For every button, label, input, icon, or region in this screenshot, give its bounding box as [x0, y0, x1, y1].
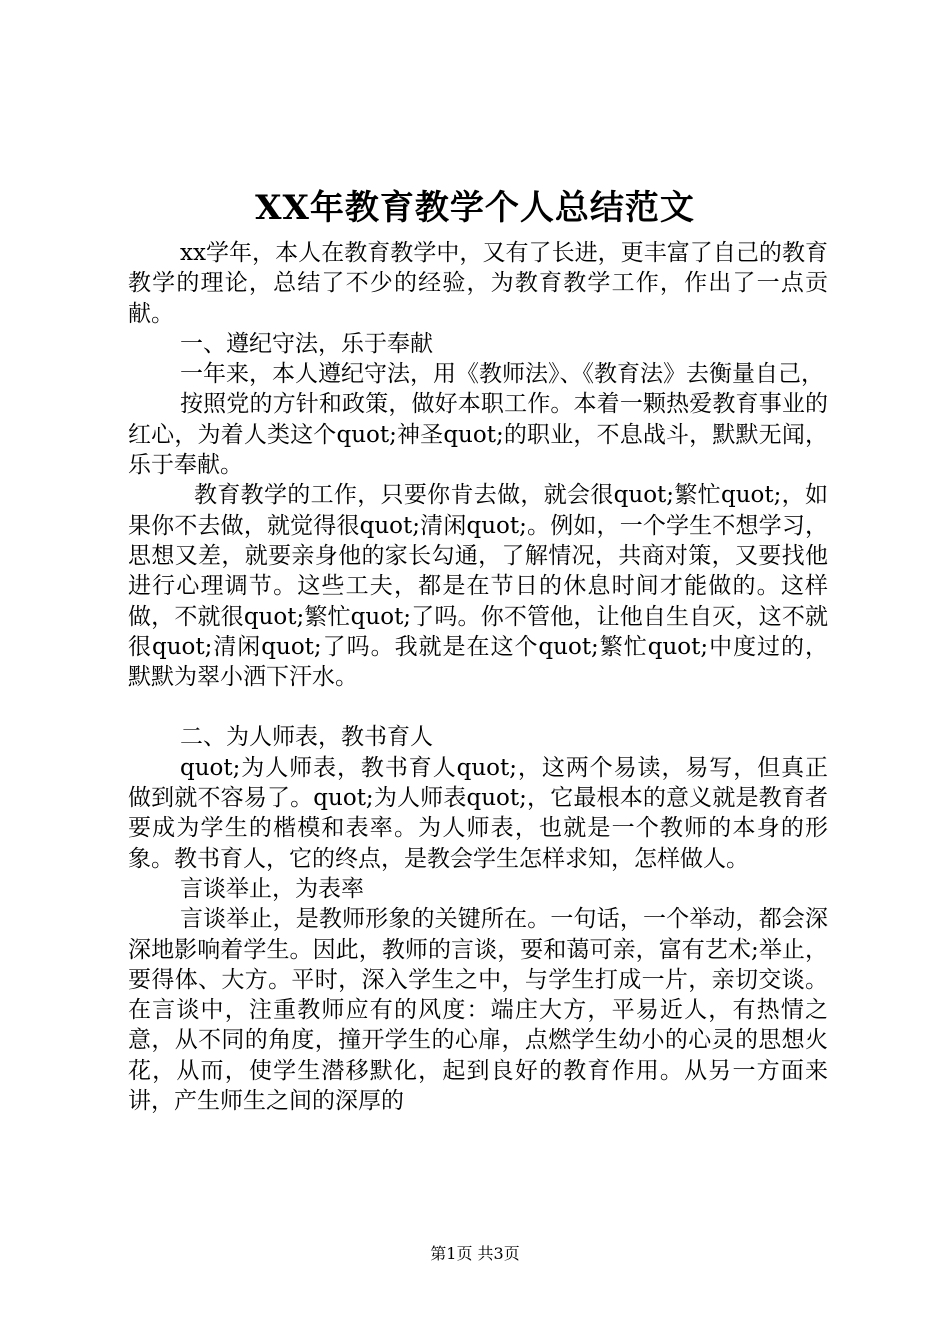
paragraph-intro: xx学年，本人在教育教学中，又有了长进，更丰富了自己的教育教学的理论，总结了不少的经验，为教育教学工作，作出了一点贡献。 [128, 240, 828, 327]
document-body [128, 238, 828, 1116]
paragraph-law: 一年来，本人遵纪守法，用《教师法》、《教育法》去衡量自己， [180, 361, 824, 388]
document-title: XX年教育教学个人总结范文 [255, 188, 695, 228]
paragraph-conduct: 言谈举止，是教师形象的关键所在。一句话，一个举动，都会深深地影响着学生。因此，教师的言谈，要和蔼可亲，富有艺术;举止，要得体、大方。平时，深入学生之中，与学生打成一片，亲切交谈。在言谈中，注重教师应有的风度：端庄大方，平易近人，有热情之意，从不同的角度，撞开学生的心扉，点燃学生幼小的心灵的思想火花，从而，使学生潜移默化，起到良好的教育作用。从另一方面来讲，产生师生之间的深厚的 [128, 906, 828, 1115]
section-heading-2: 二、为人师表，教书育人 [180, 724, 433, 751]
paragraph-policy: 按照党的方针和政策，做好本职工作。本着一颗热爱教育事业的红心，为着人类这个quot;神圣quot;的职业，不息战斗，默默无闻，乐于奉献。 [128, 391, 828, 479]
paragraph-spacer [128, 692, 828, 722]
paragraph-role-model: quot;为人师表，教书育人quot;，这两个易读，易写，但真正做到就不容易了。quot;为人师表quot;，它最根本的意义就是教育者要成为学生的楷模和表率。为人师表，也就是一个教师的本身的形象。教书育人，它的终点，是教会学生怎样求知，怎样做人。 [128, 754, 828, 872]
section-heading-1: 一、遵纪守法，乐于奉献 [180, 330, 433, 357]
paragraph-work: 教育教学的工作，只要你肯去做，就会很quot;繁忙quot;，如果你不去做，就觉得很quot;清闲quot;。例如，一个学生不想学习，思想又差，就要亲身他的家长勾通，了解情况，共商对策，又要找他进行心理调节。这些工夫，都是在节日的休息时间才能做的。这样做，不就很quot;繁忙quot;了吗。你不管他，让他自生自灭，这不就很quot;清闲quot;了吗。我就是在这个quot;繁忙quot;中度过的，默默为翠小洒下汗水。 [128, 482, 828, 691]
page-footer: 第1页 共3页 [430, 1244, 520, 1263]
subheading-conduct: 言谈举止，为表率 [180, 875, 364, 902]
